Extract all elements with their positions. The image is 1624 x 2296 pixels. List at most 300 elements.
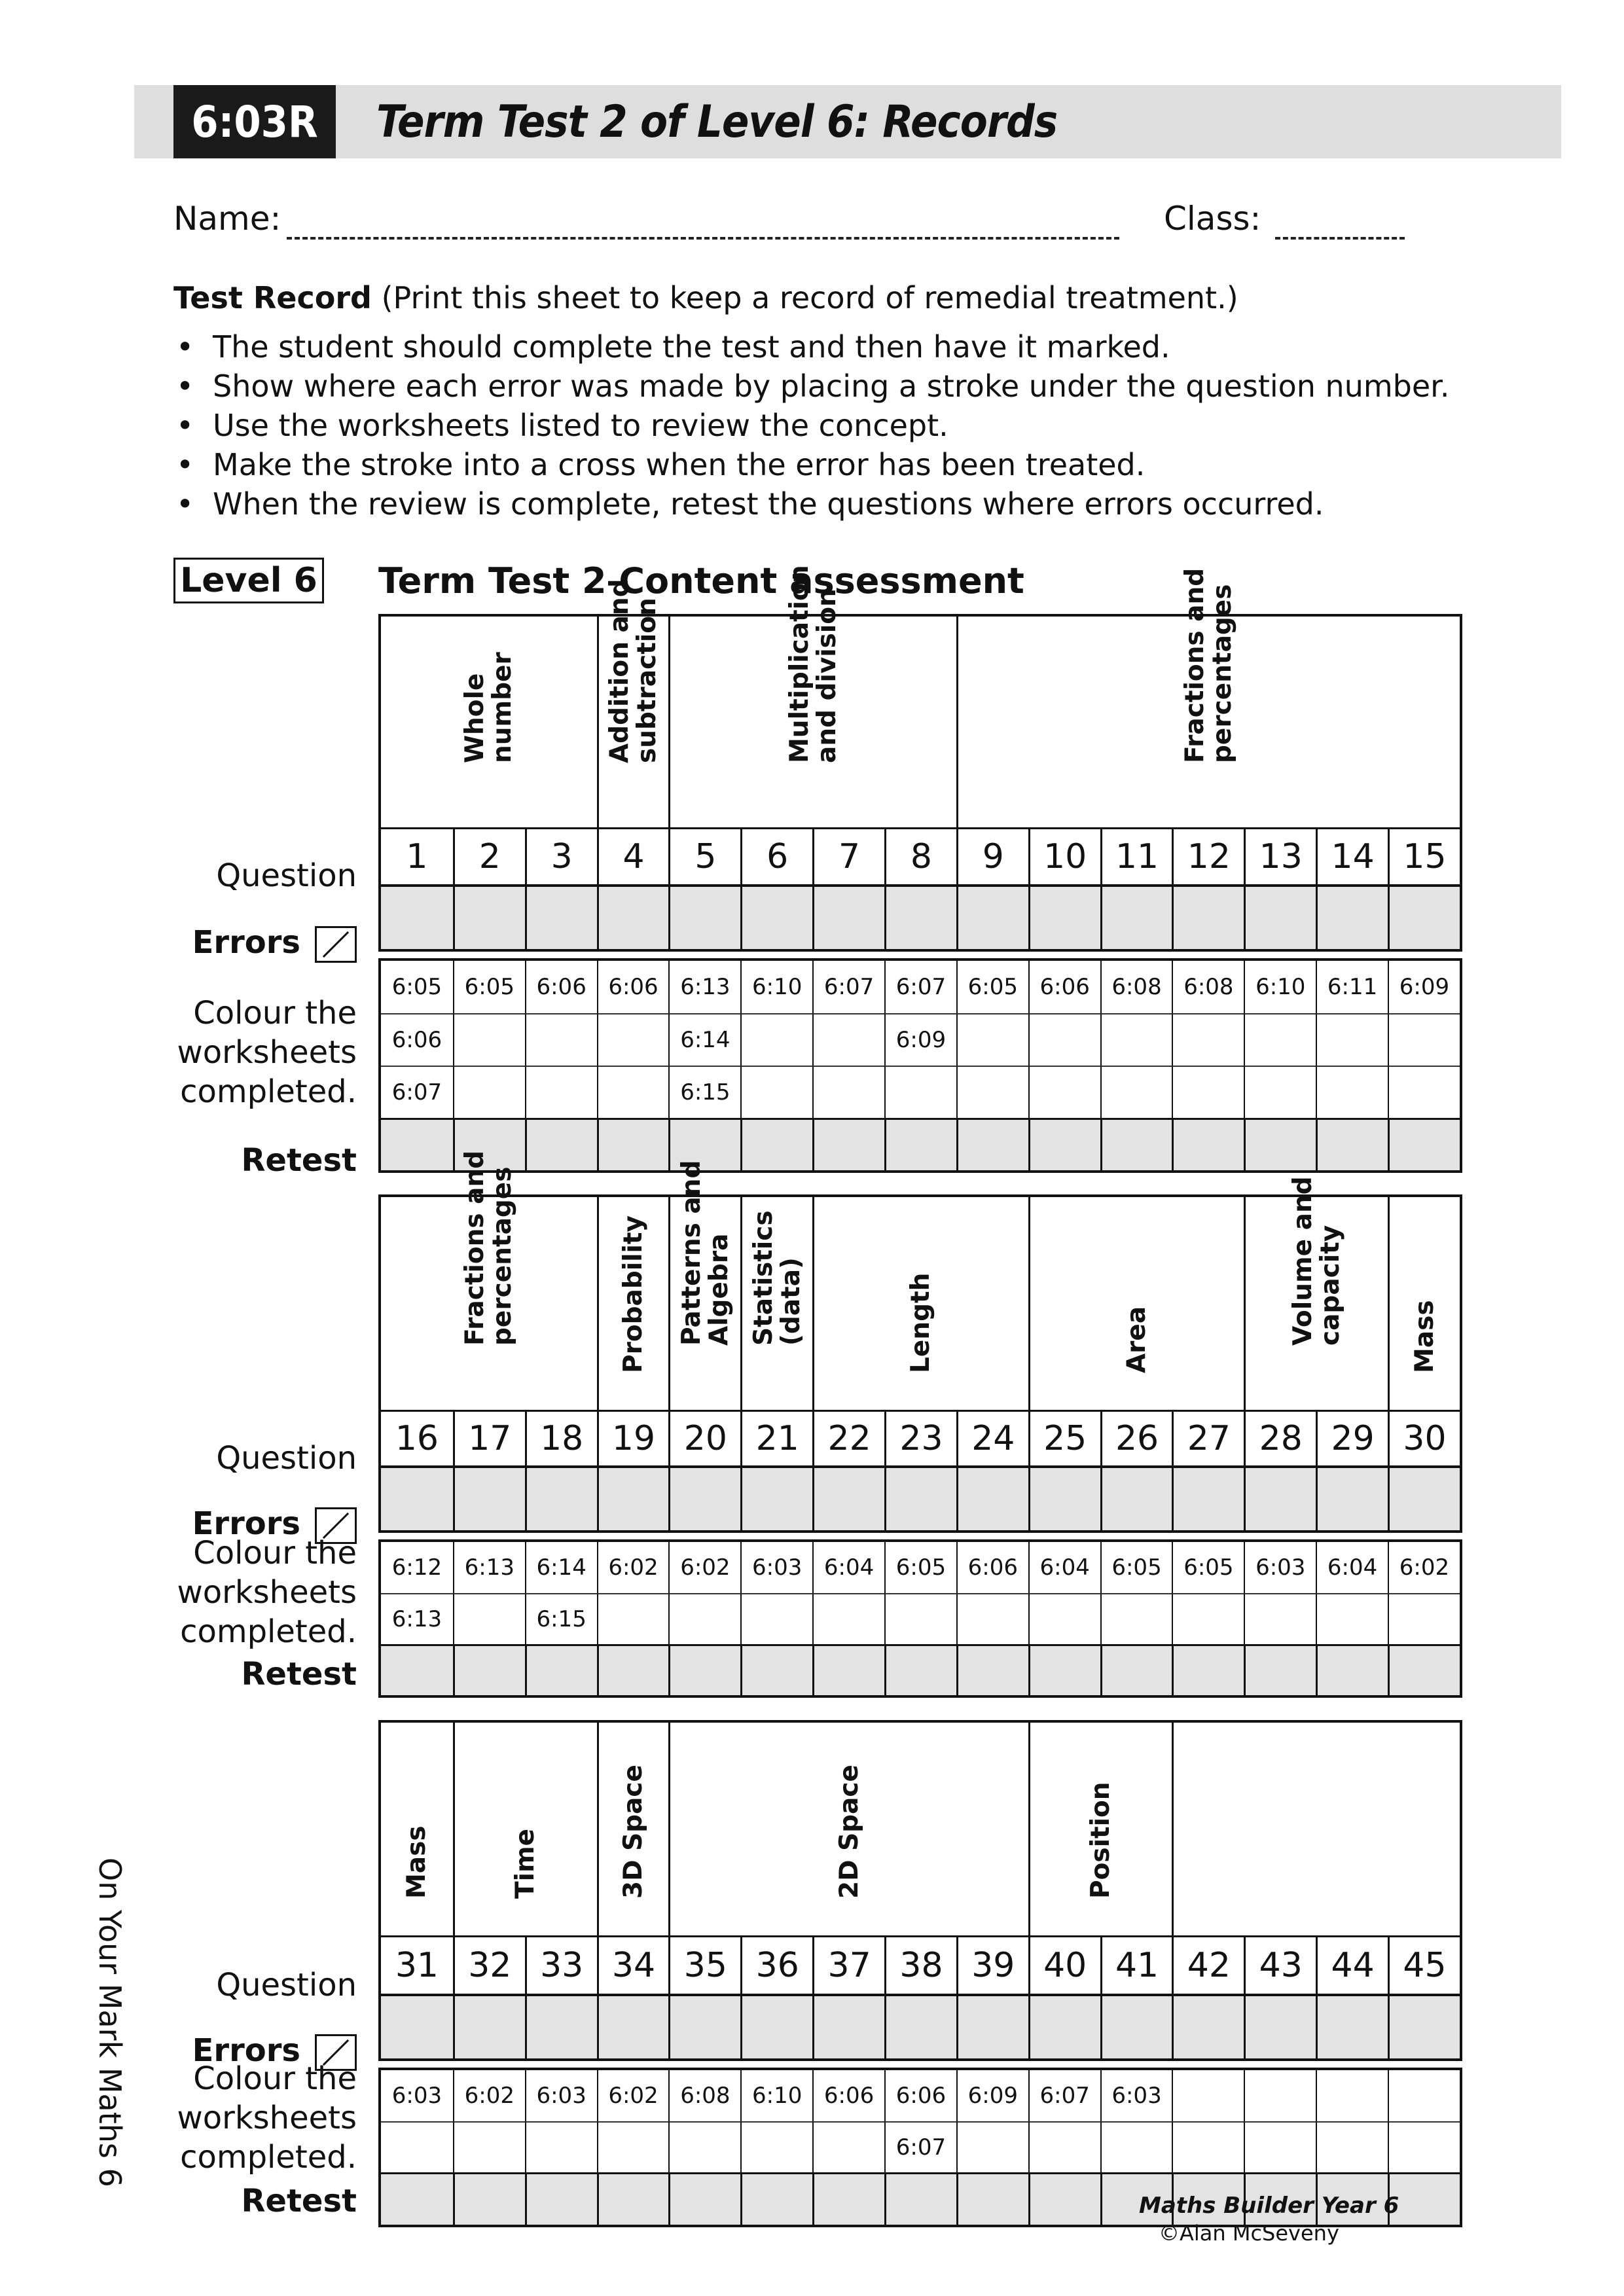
question-number: 43 [1244,1937,1316,1994]
worksheet-row [381,1542,1460,1593]
worksheet-cell[interactable]: 6:05 [1172,1542,1244,1593]
error-cell[interactable] [1172,887,1244,949]
colour-label-1 [193,2060,357,2097]
worksheet-cell[interactable] [740,1013,812,1066]
worksheet-cell[interactable] [1172,2121,1244,2172]
question-number: 32 [453,1937,525,1994]
error-cell[interactable] [884,1996,956,2058]
colour-label-3 [180,1613,357,1650]
worksheet-cell[interactable] [1028,1066,1100,1118]
worksheet-cell[interactable]: 6:05 [1100,1542,1172,1593]
category-label: Whole number [460,652,517,763]
worksheet-cell[interactable] [1244,2121,1316,2172]
category-header [381,1150,597,1410]
question-number: 27 [1172,1412,1244,1465]
worksheet-cell[interactable] [453,1013,525,1066]
worksheet-cell[interactable] [668,2121,740,2172]
worksheet-cell[interactable] [956,1013,1028,1066]
footer-series: Maths Builder Year 6 [1139,2193,1399,2219]
worksheet-cell[interactable]: 6:04 [1316,1542,1388,1593]
errors-label [192,924,357,963]
category-header [1172,1723,1459,1935]
retest-cell[interactable] [597,2174,669,2225]
worksheet-cell[interactable]: 6:02 [453,2070,525,2121]
worksheet-cell[interactable] [1172,2070,1244,2121]
error-cell[interactable] [1100,1996,1172,2058]
retest-cell[interactable] [1100,1646,1172,1695]
category-header [740,1197,812,1410]
errors-label-text: Errors [192,1505,300,1542]
retest-cell[interactable] [1100,1120,1172,1170]
question-number: 19 [597,1412,669,1465]
error-cell[interactable] [1316,887,1388,949]
question-number: 7 [812,829,884,884]
worksheet-cell[interactable]: 6:08 [668,2070,740,2121]
worksheet-cell[interactable] [812,1013,884,1066]
worksheet-cell[interactable]: 6:02 [1388,1542,1460,1593]
error-cell[interactable] [1388,1468,1460,1530]
error-cell[interactable] [668,1468,740,1530]
question-number: 37 [812,1937,884,1994]
error-cell[interactable] [1244,1996,1316,2058]
error-cell[interactable] [884,1468,956,1530]
worksheet-cell[interactable] [1100,1593,1172,1644]
category-label: Multiplication and division [784,565,842,763]
worksheet-cell[interactable] [1172,1593,1244,1644]
error-cell[interactable] [812,887,884,949]
question-row [381,1937,1460,1996]
retest-cell[interactable] [1028,2174,1100,2225]
worksheet-cell[interactable] [1100,1066,1172,1118]
retest-cell[interactable] [453,1646,525,1695]
retest-cell[interactable] [381,1646,453,1695]
retest-cell[interactable] [453,2174,525,2225]
worksheet-cell[interactable]: 6:06 [884,2070,956,2121]
error-cell[interactable] [1028,1468,1100,1530]
worksheet-cell[interactable]: 6:03 [1100,2070,1172,2121]
error-cell[interactable] [1316,1996,1388,2058]
worksheet-cell[interactable] [525,2121,597,2172]
error-cell[interactable] [1244,1468,1316,1530]
category-header [597,1723,669,1935]
error-cell[interactable] [812,1468,884,1530]
worksheet-cell[interactable]: 6:09 [884,1013,956,1066]
error-cell[interactable] [812,1996,884,2058]
worksheet-cell[interactable] [1100,2121,1172,2172]
worksheet-cell[interactable] [597,1593,669,1644]
worksheet-cell[interactable]: 6:06 [597,961,669,1013]
error-cell[interactable] [1316,1468,1388,1530]
retest-cell[interactable] [1172,1120,1244,1170]
class-field[interactable] [1275,237,1405,240]
retest-cell[interactable] [1316,1646,1388,1695]
category-row [381,1150,1460,1412]
worksheet-cell[interactable] [884,1593,956,1644]
category-label: Position [1086,1782,1116,1899]
error-cell[interactable] [1100,887,1172,949]
retest-label-text: Retest [241,2183,357,2219]
colour-label-1-text: Colour the [193,1535,357,1571]
errors-row [381,1996,1460,2058]
worksheet-cell[interactable] [956,2121,1028,2172]
worksheet-cell[interactable]: 6:12 [391,1554,442,1581]
retest-cell[interactable] [597,1120,669,1170]
question-number: 36 [740,1937,812,1994]
question-number: 45 [1388,1937,1460,1994]
question-label-text: Question [216,1967,357,2003]
retest-cell[interactable] [597,1646,669,1695]
question-number: 44 [1316,1937,1388,1994]
category-label: 2D Space [834,1765,864,1899]
retest-cell[interactable] [1244,1120,1316,1170]
error-cell[interactable] [453,1996,525,2058]
instruction-list [173,327,1449,524]
worksheet-cell[interactable]: 6:06 [1028,961,1100,1013]
error-cell[interactable] [740,1996,812,2058]
retest-cell[interactable] [1316,1120,1388,1170]
retest-cell[interactable] [525,2174,597,2225]
worksheet-cell[interactable]: 6:09 [1388,961,1460,1013]
colour-label-3-text: completed. [180,2139,357,2176]
worksheet-cell[interactable]: 6:05 [956,961,1028,1013]
worksheet-cell[interactable]: 6:03 [1244,1542,1316,1593]
category-label: Area [1122,1306,1152,1373]
retest-cell[interactable] [1028,1646,1100,1695]
retest-cell[interactable] [740,2174,812,2225]
category-label: Fractions and percentages [460,1150,517,1346]
error-cell[interactable] [1172,1468,1244,1530]
retest-cell[interactable] [812,1646,884,1695]
category-label: Volume and capacity [1288,1176,1345,1346]
error-cell[interactable] [381,1996,453,2058]
worksheet-cell[interactable]: 6:07 [1028,2070,1100,2121]
worksheet-cell[interactable]: 6:10 [1244,961,1316,1013]
question-label [216,1440,357,1477]
worksheet-cell[interactable] [1316,2070,1388,2121]
error-cell[interactable] [381,887,453,949]
worksheet-cell[interactable]: 6:14 [525,1542,597,1593]
worksheet-cell[interactable]: 6:06 [956,1542,1028,1593]
errors-label-text: Errors [192,924,300,961]
retest-cell[interactable] [668,1646,740,1695]
worksheet-cell[interactable] [453,1593,525,1644]
worksheet-cell[interactable]: 6:03 [525,2070,597,2121]
retest-label [241,1656,357,1693]
worksheet-cell[interactable]: 6:04 [1028,1542,1100,1593]
question-label-text: Question [216,1440,357,1477]
worksheet-cell[interactable] [1244,1013,1316,1066]
error-cell[interactable] [1028,1996,1100,2058]
error-cell[interactable] [1388,1996,1460,2058]
colour-label-1-text: Colour the [193,995,357,1031]
worksheet-cell[interactable] [1388,2070,1460,2121]
category-header [668,1160,740,1410]
error-cell[interactable] [525,1468,597,1530]
worksheet-cell[interactable]: 6:07 [884,961,956,1013]
intro-rest: (Print this sheet to keep a record of remedial treatment.) [371,280,1238,315]
question-grid [378,1150,1462,1533]
error-cell[interactable] [453,887,525,949]
error-cell[interactable] [956,1468,1028,1530]
instruction-item: • Use the worksheets listed to review the concept. [173,406,1449,445]
retest-row [381,1118,1460,1170]
worksheet-cell[interactable]: 6:03 [740,1542,812,1593]
colour-label-3-text: completed. [180,1073,357,1110]
worksheet-cell[interactable]: 6:15 [668,1066,740,1118]
question-number: 25 [1028,1412,1100,1465]
question-number: 11 [1100,829,1172,884]
worksheet-cell[interactable]: 6:02 [597,2070,669,2121]
category-header [381,1723,453,1935]
worksheet-cell[interactable] [597,2121,669,2172]
worksheet-cell[interactable] [1388,1593,1460,1644]
question-number: 40 [1028,1937,1100,1994]
worksheet-cell[interactable]: 6:13 [668,961,740,1013]
retest-cell[interactable] [956,2174,1028,2225]
error-cell[interactable] [597,1996,669,2058]
worksheet-cell[interactable] [1316,1066,1388,1118]
worksheet-cell[interactable]: 6:10 [740,2070,812,2121]
worksheet-cell[interactable]: 6:08 [1172,961,1244,1013]
colour-label-2 [177,1034,357,1071]
worksheet-cell[interactable] [525,1066,597,1118]
worksheet-cell[interactable] [1028,1593,1100,1644]
worksheet-cell[interactable] [668,1593,740,1644]
error-cell[interactable] [668,1996,740,2058]
retest-cell[interactable] [1244,1646,1316,1695]
worksheet-cell[interactable]: 6:04 [812,1542,884,1593]
error-cell[interactable] [740,1468,812,1530]
instruction-item: • Make the stroke into a cross when the error has been treated. [173,445,1449,484]
question-number: 3 [525,829,597,884]
worksheet-cell[interactable] [812,2121,884,2172]
error-cell[interactable] [597,887,669,949]
errors-row [381,1468,1460,1530]
retest-cell[interactable] [525,1646,597,1695]
question-number: 2 [453,829,525,884]
category-header [1244,1176,1388,1410]
category-header [1028,1723,1172,1935]
worksheet-cell[interactable] [1388,1066,1460,1118]
worksheet-cell[interactable]: 6:06 [812,2070,884,2121]
question-number: 4 [597,829,669,884]
error-cell[interactable] [1100,1468,1172,1530]
category-label: Mass [401,1825,431,1899]
worksheet-cell[interactable] [453,1066,525,1118]
category-label: Length [906,1272,936,1373]
worksheet-cell[interactable]: 6:10 [740,961,812,1013]
worksheet-cell[interactable]: 6:15 [525,1593,597,1644]
worksheet-row [381,2070,1460,2121]
category-header [453,1723,597,1935]
question-number: 42 [1172,1937,1244,1994]
worksheet-cell[interactable]: 6:02 [668,1542,740,1593]
question-number: 23 [884,1412,956,1465]
error-cell[interactable] [1028,887,1100,949]
retest-cell[interactable] [956,1120,1028,1170]
question-number: 10 [1028,829,1100,884]
worksheet-cell[interactable] [1388,2121,1460,2172]
worksheet-cell[interactable] [597,1066,669,1118]
category-header [597,1197,669,1410]
worksheet-cell[interactable] [956,1593,1028,1644]
question-number: 38 [884,1937,956,1994]
question-number: 18 [525,1412,597,1465]
side-text: On Your Mark Maths 6 [92,1857,128,2187]
retest-cell[interactable] [1388,1120,1460,1170]
worksheet-cell[interactable] [453,2121,525,2172]
worksheet-cell[interactable] [597,1013,669,1066]
worksheet-cell[interactable] [381,2121,453,2172]
worksheet-cell[interactable] [812,1066,884,1118]
worksheet-cell[interactable] [740,1593,812,1644]
retest-cell[interactable] [884,1120,956,1170]
retest-cell[interactable] [1172,1646,1244,1695]
worksheet-cell[interactable] [1244,1066,1316,1118]
error-cell[interactable] [956,887,1028,949]
category-label: Time [511,1828,541,1899]
worksheet-cell[interactable]: 6:05 [884,1542,956,1593]
category-header [597,579,669,827]
error-cell[interactable] [956,1996,1028,2058]
question-number: 15 [1388,829,1460,884]
worksheet-cell[interactable] [1028,1013,1100,1066]
worksheet-cell[interactable]: 6:07 [381,1066,453,1118]
worksheet-cell[interactable] [884,1066,956,1118]
worksheet-cell[interactable]: 6:07 [884,2121,956,2172]
retest-cell[interactable] [740,1120,812,1170]
worksheet-cell[interactable] [1316,2121,1388,2172]
category-header [668,565,956,827]
error-cell[interactable] [1244,887,1316,949]
worksheet-cell[interactable] [1100,1013,1172,1066]
errors-row [381,887,1460,949]
worksheet-cell[interactable] [812,1593,884,1644]
category-header [1028,1197,1244,1410]
worksheet-cell[interactable] [1388,1013,1460,1066]
errors-label-text: Errors [192,2032,300,2069]
worksheet-row [381,961,1460,1013]
worksheet-cell[interactable] [740,1066,812,1118]
retest-label-text: Retest [241,1142,357,1179]
worksheet-cell[interactable] [1316,1013,1388,1066]
question-number: 1 [406,837,428,876]
name-field[interactable] [287,237,1119,240]
question-number: 29 [1316,1412,1388,1465]
category-header [668,1723,1028,1935]
error-cell[interactable] [1388,887,1460,949]
error-cell[interactable] [453,1468,525,1530]
question-number: 30 [1388,1412,1460,1465]
worksheet-cell[interactable]: 6:13 [381,1593,453,1644]
worksheet-cell[interactable] [1172,1066,1244,1118]
error-cell[interactable] [525,1996,597,2058]
question-number: 39 [956,1937,1028,1994]
worksheet-cell[interactable] [740,2121,812,2172]
worksheet-cell[interactable]: 6:08 [1100,961,1172,1013]
error-cell[interactable] [597,1468,669,1530]
question-number: 9 [956,829,1028,884]
error-cell[interactable] [381,1468,453,1530]
error-cell[interactable] [1172,1996,1244,2058]
worksheet-cell[interactable] [525,1013,597,1066]
level-box: Level 6 [173,558,324,603]
category-row [381,1723,1460,1937]
error-cell[interactable] [525,887,597,949]
worksheet-cell[interactable]: 6:14 [668,1013,740,1066]
worksheet-cell[interactable] [1244,2070,1316,2121]
worksheet-cell[interactable]: 6:05 [391,974,442,1000]
worksheet-cell[interactable] [956,1066,1028,1118]
worksheet-cell[interactable]: 6:07 [812,961,884,1013]
worksheet-row [381,1066,1460,1118]
question-number: 13 [1244,829,1316,884]
question-number: 17 [453,1412,525,1465]
sheet-code: 6:03R [173,85,336,158]
worksheet-cell[interactable]: 6:05 [453,961,525,1013]
retest-cell[interactable] [1388,1646,1460,1695]
worksheet-cell[interactable]: 6:06 [381,1013,453,1066]
question-label [216,857,357,894]
worksheet-cell[interactable] [1172,1013,1244,1066]
colour-label-2 [177,1574,357,1611]
retest-cell[interactable] [812,2174,884,2225]
retest-cell[interactable] [381,2174,453,2225]
worksheet-cell[interactable]: 6:13 [453,1542,525,1593]
question-number: 28 [1244,1412,1316,1465]
retest-cell[interactable] [1028,1120,1100,1170]
page-title: Term Test 2 of Level 6: Records [376,96,1058,148]
question-row [381,1412,1460,1468]
question-number: 16 [395,1419,439,1458]
question-number: 31 [395,1946,439,1985]
retest-cell[interactable] [740,1646,812,1695]
section-title: Term Test 2 Content assessment [378,560,1024,601]
worksheet-cell[interactable]: 6:09 [956,2070,1028,2121]
retest-cell[interactable] [956,1646,1028,1695]
colour-label-2 [177,2100,357,2136]
worksheet-cell[interactable] [1028,2121,1100,2172]
retest-cell[interactable] [381,1120,453,1170]
worksheet-row [381,2121,1460,2172]
worksheet-cell[interactable] [1244,1593,1316,1644]
worksheet-cell[interactable]: 6:11 [1316,961,1388,1013]
category-label: 3D Space [619,1765,648,1899]
error-cell[interactable] [668,887,740,949]
colour-label-2-text: worksheets [177,2100,357,2136]
worksheet-cell[interactable] [1316,1593,1388,1644]
question-number: 21 [740,1412,812,1465]
worksheet-grid [378,958,1462,1173]
question-label [216,1967,357,2003]
stroke-icon [315,926,357,963]
retest-cell[interactable] [668,2174,740,2225]
retest-label-text: Retest [241,1656,357,1693]
colour-label-1 [193,1535,357,1571]
retest-cell[interactable] [884,2174,956,2225]
question-number: 20 [668,1412,740,1465]
error-cell[interactable] [884,887,956,949]
worksheet-cell[interactable]: 6:03 [391,2083,442,2109]
worksheet-cell[interactable]: 6:02 [597,1542,669,1593]
retest-cell[interactable] [525,1120,597,1170]
question-grid [378,1720,1462,2061]
category-label: Mass [1409,1300,1439,1373]
error-cell[interactable] [740,887,812,949]
retest-cell[interactable] [812,1120,884,1170]
retest-cell[interactable] [884,1646,956,1695]
worksheet-cell[interactable]: 6:06 [525,961,597,1013]
